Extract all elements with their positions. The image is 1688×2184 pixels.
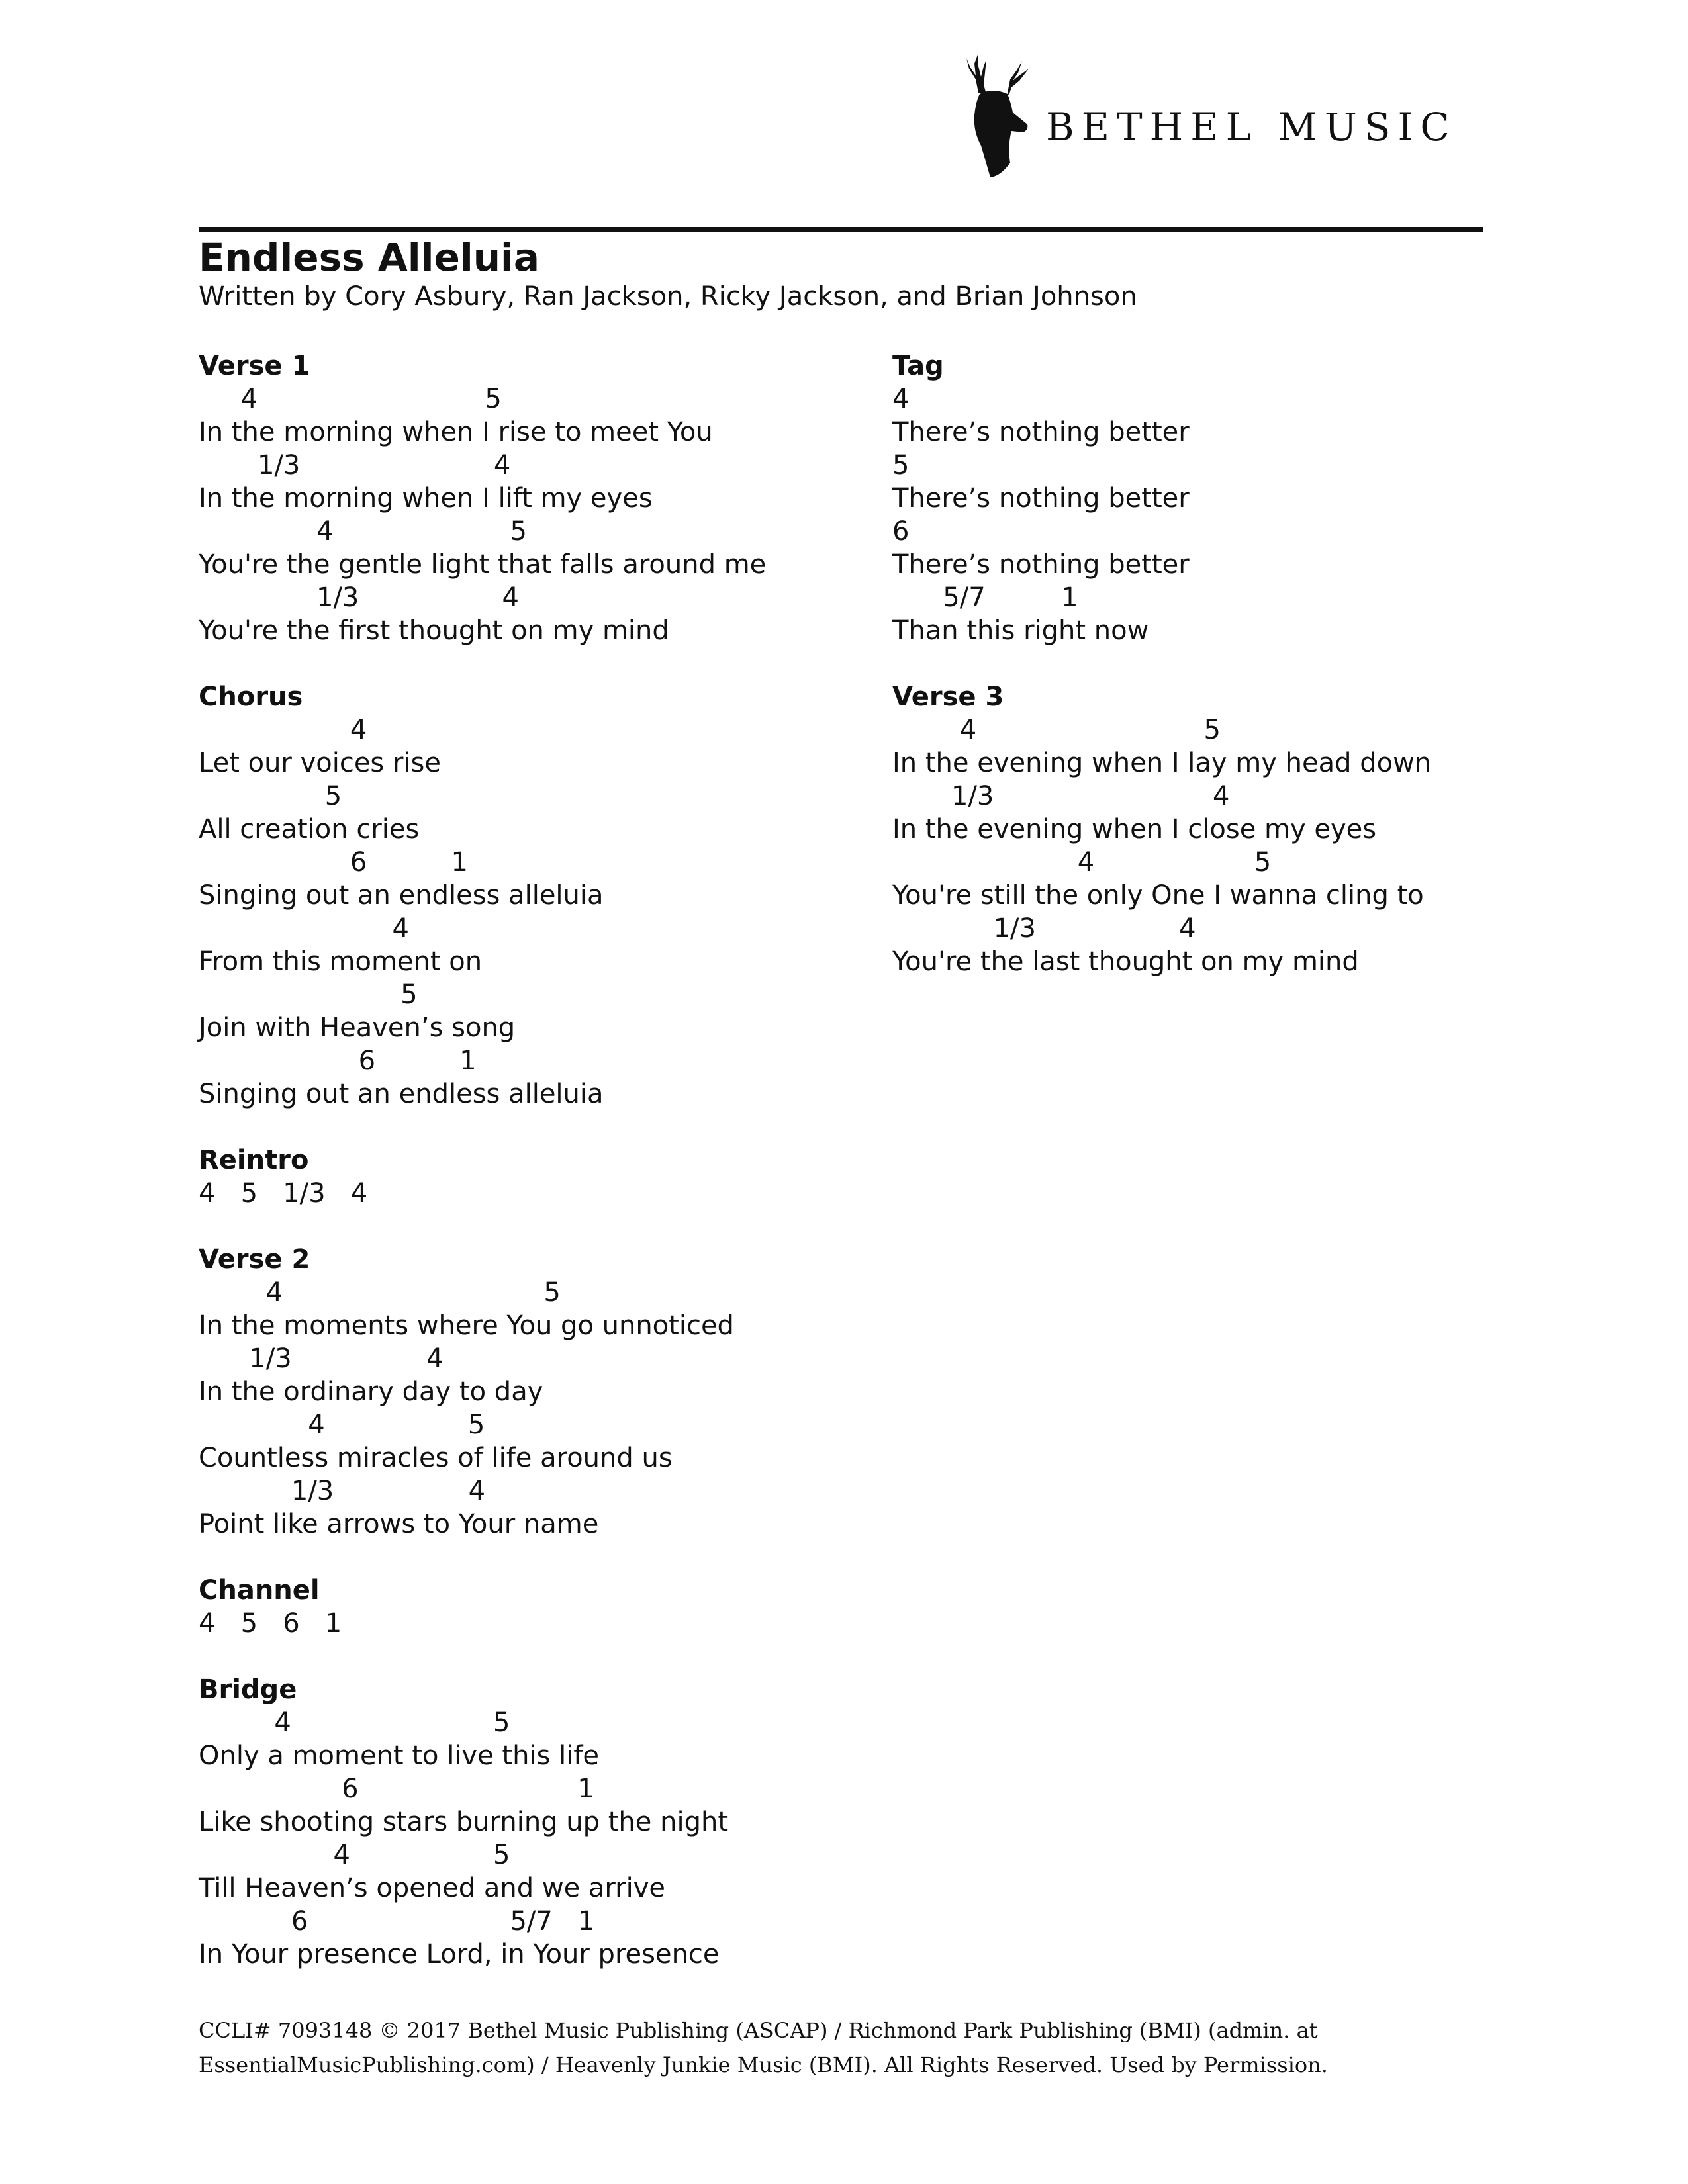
lyric-line: In the morning when I rise to meet You	[199, 417, 713, 447]
chord-line: 1/3 4	[199, 1343, 444, 1374]
chord-line: 4 5	[892, 847, 1272, 878]
chord-line: 5	[199, 781, 342, 811]
lyric-line: There’s nothing better	[892, 417, 1190, 447]
chord-line: 1/3 4	[892, 913, 1196, 944]
lyric-line: Singing out an endless alleluia	[199, 1079, 604, 1109]
section-heading: Tag	[892, 351, 944, 381]
section-heading: Verse 1	[199, 351, 310, 381]
chord-line: 4 5	[199, 384, 502, 414]
lyric-line: You're still the only One I wanna cling to	[892, 880, 1424, 911]
section-heading: Chorus	[199, 682, 303, 712]
song-title: Endless Alleluia	[199, 235, 540, 280]
lyric-line: You're the first thought on my mind	[199, 615, 669, 646]
chord-line: 4 5 6 1	[199, 1608, 342, 1639]
chord-line: 6 1	[199, 847, 468, 878]
lyric-line: There’s nothing better	[892, 549, 1190, 580]
copyright-line: EssentialMusicPublishing.com) / Heavenly Junkie Music (BMI). All Rights Reserved. Used by Permission.	[199, 2052, 1328, 2077]
lyric-line: In Your presence Lord, in Your presence	[199, 1939, 720, 1970]
lyric-line: There’s nothing better	[892, 483, 1190, 514]
section-verse-2	[199, 1243, 766, 1541]
chord-line: 4	[199, 715, 367, 745]
chord-line: 4 5	[199, 516, 527, 547]
lyric-line: Join with Heaven’s song	[199, 1013, 516, 1043]
lyric-line: In the ordinary day to day	[199, 1377, 543, 1407]
section-channel	[199, 1574, 766, 1640]
section-heading: Reintro	[199, 1145, 309, 1175]
lyric-line: From this moment on	[199, 946, 483, 977]
lyric-line: In the morning when I lift my eyes	[199, 483, 653, 514]
bethel-music-logo	[947, 46, 1476, 179]
section-heading: Channel	[199, 1575, 320, 1606]
song-credits: Written by Cory Asbury, Ran Jackson, Ricky Jackson, and Brian Johnson	[199, 281, 1137, 312]
lyric-line: Than this right now	[892, 615, 1149, 646]
chord-line: 4 5	[199, 1277, 561, 1308]
chord-line: 1/3 4	[199, 1476, 486, 1506]
lyric-line: Till Heaven’s opened and we arrive	[199, 1873, 665, 1903]
brand-name: BETHEL MUSIC	[1046, 105, 1457, 150]
lyric-line: In the evening when I lay my head down	[892, 748, 1432, 778]
section-bridge	[199, 1673, 766, 1971]
section-heading: Bridge	[199, 1674, 297, 1705]
lyric-line: All creation cries	[199, 814, 420, 844]
chord-line: 6	[892, 516, 910, 547]
section-verse-1	[199, 349, 766, 647]
chord-line: 6 5/7 1	[199, 1906, 595, 1936]
right-column	[892, 349, 1431, 978]
chord-line: 4 5 1/3 4	[199, 1178, 368, 1208]
chord-line: 4 5	[199, 1707, 510, 1738]
lyric-line: You're the gentle light that falls around me	[199, 549, 767, 580]
deer-head-icon	[947, 46, 1039, 179]
lyric-line: In the evening when I close my eyes	[892, 814, 1377, 844]
chord-line: 4 5	[892, 715, 1221, 745]
chord-line: 1/3 4	[892, 781, 1230, 811]
lyric-line: In the moments where You go unnoticed	[199, 1310, 734, 1341]
chord-line: 6 1	[199, 1046, 477, 1076]
chord-line: 4	[199, 913, 409, 944]
chord-line: 5	[199, 979, 418, 1010]
lyric-line: Countless miracles of life around us	[199, 1443, 673, 1473]
lyric-line: Like shooting stars burning up the night	[199, 1807, 728, 1837]
chord-line: 5	[892, 450, 910, 480]
chord-line: 1/3 4	[199, 582, 519, 613]
chord-line: 4	[892, 384, 910, 414]
chord-line: 5/7 1	[892, 582, 1078, 613]
chord-line: 4 5	[199, 1410, 485, 1440]
chord-line: 4 5	[199, 1840, 510, 1870]
chord-line: 1/3 4	[199, 450, 511, 480]
section-heading: Verse 2	[199, 1244, 310, 1275]
section-reintro	[199, 1144, 766, 1210]
lyric-line: You're the last thought on my mind	[892, 946, 1359, 977]
copyright-footer	[199, 2013, 1328, 2082]
chord-line: 6 1	[199, 1774, 594, 1804]
section-heading: Verse 3	[892, 682, 1004, 712]
lyric-line: Let our voices rise	[199, 748, 441, 778]
lyric-line: Singing out an endless alleluia	[199, 880, 604, 911]
lyric-line: Only a moment to live this life	[199, 1741, 600, 1771]
section-chorus	[199, 680, 766, 1111]
copyright-line: CCLI# 7093148 © 2017 Bethel Music Publishing (ASCAP) / Richmond Park Publishing (BMI) (admin. at	[199, 2018, 1318, 2043]
title-divider	[199, 227, 1483, 232]
section-tag	[892, 349, 1431, 647]
section-verse-3	[892, 680, 1431, 978]
lyric-line: Point like arrows to Your name	[199, 1509, 599, 1539]
left-column	[199, 349, 766, 1971]
